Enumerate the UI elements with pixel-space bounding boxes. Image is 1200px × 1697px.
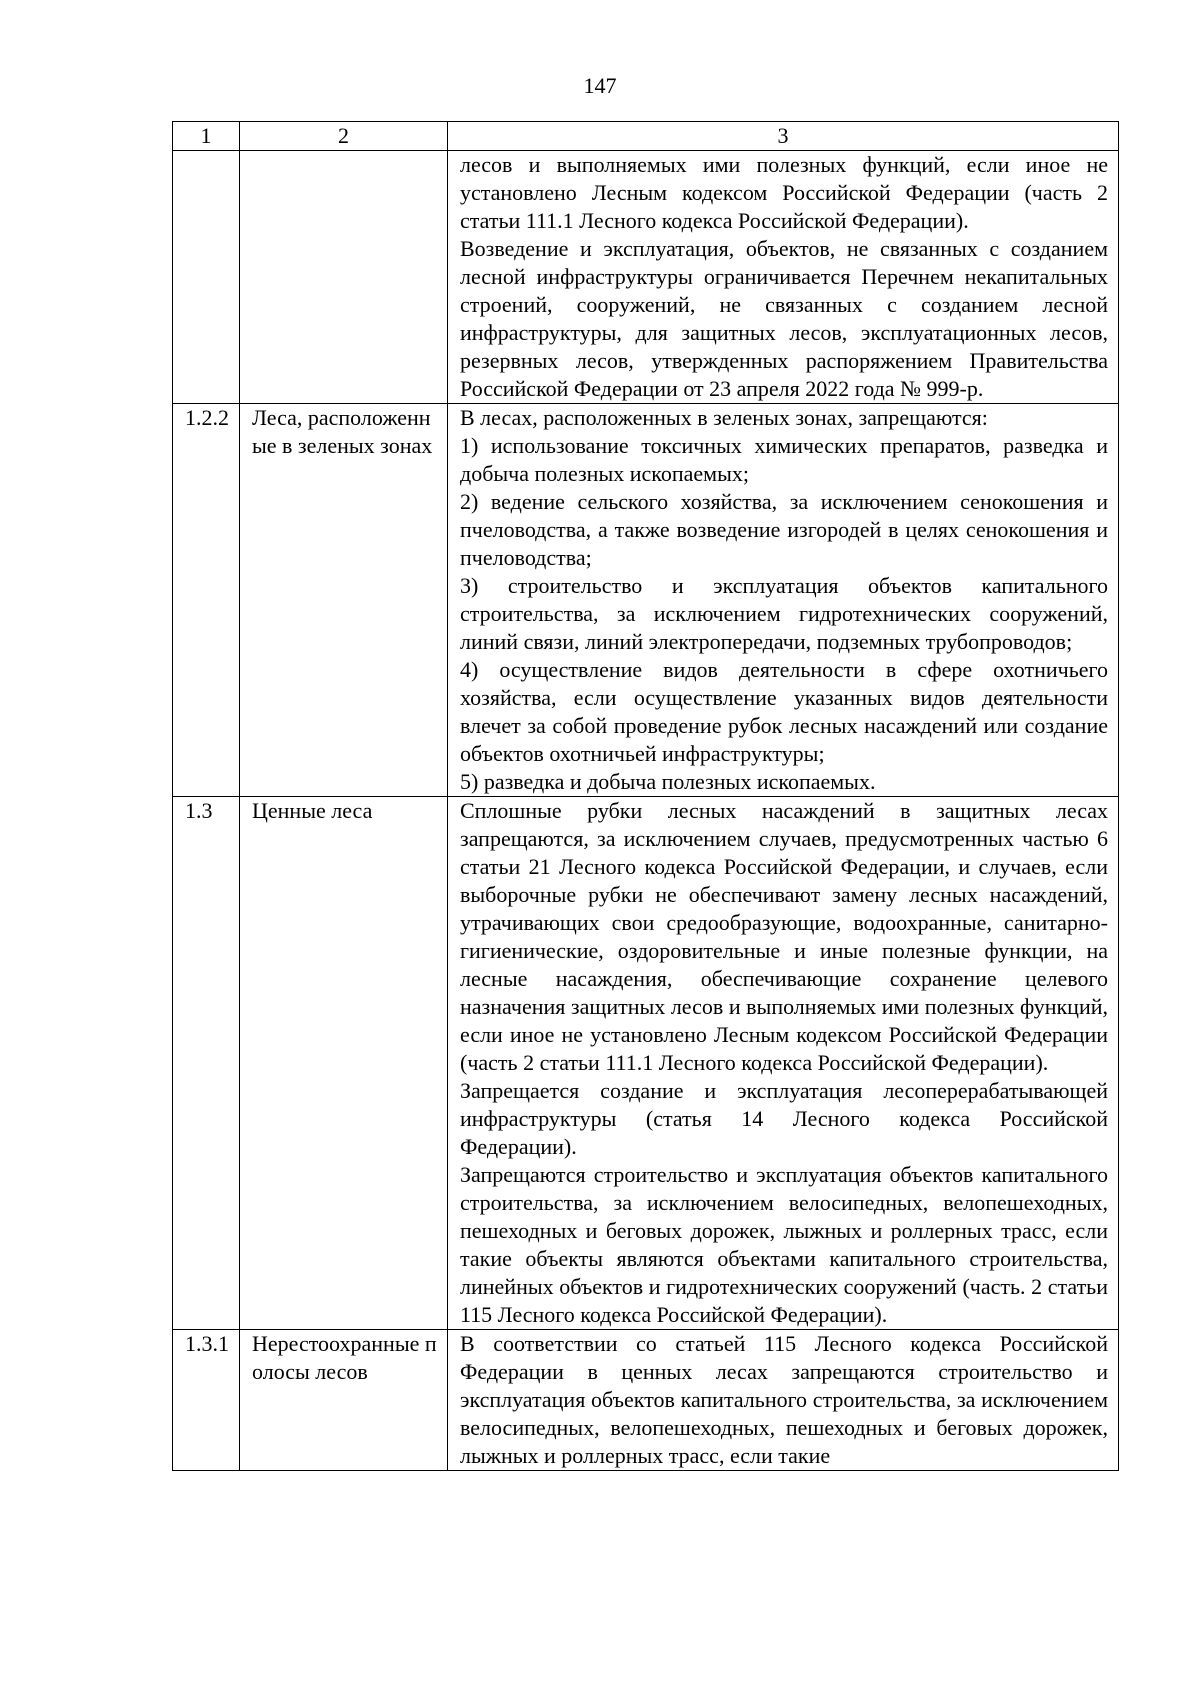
table-row: [173, 1330, 1119, 1471]
table-row: [173, 151, 1119, 404]
row-name: Леса, расположенные в зеленых зонах: [240, 404, 448, 797]
row-number: 1.3: [173, 797, 240, 1330]
row-description: [448, 1330, 1119, 1471]
description-paragraph: 2) ведение сельского хозяйства, за исключением сенокошения и пчеловодства, а также возведение изгородей в целях сенокошения и пчеловодства;: [460, 489, 1108, 570]
row-number: 1.3.1: [173, 1330, 240, 1471]
description-paragraph: 1) использование токсичных химических препаратов, разведка и добыча полезных ископаемых;: [460, 433, 1108, 486]
row-description: [448, 404, 1119, 797]
description-paragraph: 5) разведка и добыча полезных ископаемых.: [460, 769, 876, 794]
row-description: [448, 797, 1119, 1330]
description-paragraph: В лесах, расположенных в зеленых зонах, запрещаются:: [460, 405, 988, 430]
description-paragraph: Запрещается создание и эксплуатация лесоперерабатывающей инфраструктуры (статья 14 Лесного кодекса Российской Федерации).: [460, 1078, 1108, 1159]
description-paragraph: 3) строительство и эксплуатация объектов капитального строительства, за исключением гидротехнических сооружений, линий связи, линий электропередачи, подземных трубопроводов;: [460, 573, 1108, 654]
header-row: [173, 122, 1119, 151]
header-col-3: 3: [448, 122, 1119, 151]
table-row: [173, 797, 1119, 1330]
row-number: 1.2.2: [173, 404, 240, 797]
row-name: Нерестоохранные полосы лесов: [240, 1330, 448, 1471]
description-paragraph: Сплошные рубки лесных насаждений в защитных лесах запрещаются, за исключением случаев, предусмотренных частью 6 статьи 21 Лесного кодекса Российской Федерации, и случаев, если выборочные рубки не обеспечивают замену лесных насаждений, утрачивающих свои средообразующие, водоохранные, санитарно-гигиенические, оздоровительные и иные полезные функции, на лесные насаждения, обеспечивающие сохранение целевого назначения защитных лесов и выполняемых ими полезных функций, если иное не установлено Лесным кодексом Российской Федерации (часть 2 статьи 111.1 Лесного кодекса Российской Федерации).: [460, 798, 1108, 1075]
row-name: [240, 151, 448, 404]
table-row: [173, 404, 1119, 797]
description-paragraph: лесов и выполняемых ими полезных функций, если иное не установлено Лесным кодексом Российской Федерации (часть 2 статьи 111.1 Лесного кодекса Российской Федерации).: [460, 152, 1108, 233]
page-number: 147: [583, 73, 617, 98]
header-col-2: 2: [240, 122, 448, 151]
description-paragraph: В соответствии со статьей 115 Лесного кодекса Российской Федерации в ценных лесах запрещаются строительство и эксплуатация объектов капитального строительства, за исключением велосипедных, велопешеходных, пешеходных и беговых дорожек, лыжных и роллерных трасс, если такие: [460, 1331, 1108, 1468]
header-col-1: 1: [173, 122, 240, 151]
row-description: [448, 151, 1119, 404]
row-number: [173, 151, 240, 404]
description-paragraph: 4) осуществление видов деятельности в сфере охотничьего хозяйства, если осуществление указанных видов деятельности влечет за собой проведение рубок лесных насаждений или создание объектов охотничьей инфраструктуры;: [460, 657, 1108, 766]
description-paragraph: Возведение и эксплуатация, объектов, не связанных с созданием лесной инфраструктуры ограничивается Перечнем некапитальных строений, сооружений, не связанных с созданием лесной инфраструктуры, для защитных лесов, эксплуатационных лесов, резервных лесов, утвержденных распоряжением Правительства Российской Федерации от 23 апреля 2022 года № 999-р.: [460, 236, 1108, 401]
regulations-table: [172, 121, 1119, 1471]
row-name: Ценные леса: [240, 797, 448, 1330]
description-paragraph: Запрещаются строительство и эксплуатация объектов капитального строительства, за исключением велосипедных, велопешеходных, пешеходных и беговых дорожек, лыжных и роллерных трасс, если такие объекты являются объектами капитального строительства, линейных объектов и гидротехнических сооружений (часть. 2 статьи 115 Лесного кодекса Российской Федерации).: [460, 1162, 1108, 1327]
